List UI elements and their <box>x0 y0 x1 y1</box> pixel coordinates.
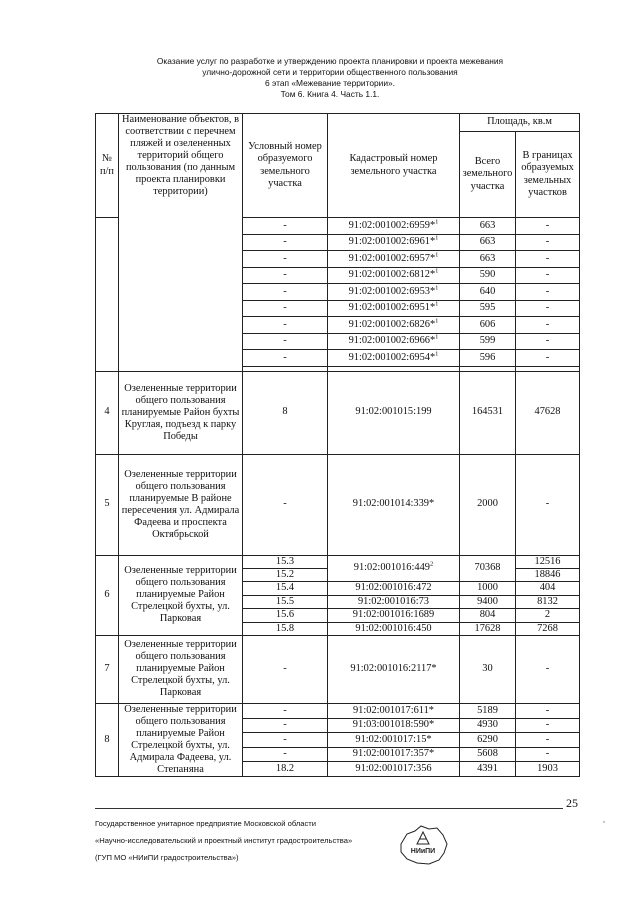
row-8-cond: - <box>243 703 328 718</box>
total-cell: 596 <box>460 350 516 367</box>
row-5-within: - <box>516 454 580 555</box>
row-7-name: Озелененные территории общего пользования планируемые Район Стрелецкой бухты, ул. Парковая <box>119 635 243 703</box>
row-7-cadastral: 91:02:001016:2117* <box>328 635 460 703</box>
cadastral-cell: 91:02:001002:6812*$^1$ <box>328 267 460 284</box>
row-6-within: 7268 <box>516 622 580 635</box>
within-cell: - <box>516 317 580 334</box>
header-cadastral-number: Кадастровый номер земельного участка <box>328 114 460 218</box>
row-6-cond: 15.2 <box>243 568 328 581</box>
page-number: 25 <box>566 796 578 810</box>
row-6-cond: 15.6 <box>243 609 328 622</box>
institute-logo-icon <box>395 822 451 868</box>
within-cell: - <box>516 267 580 284</box>
within-cell: - <box>516 218 580 235</box>
header-line-3: 6 этап «Межевание территории». <box>265 78 395 88</box>
footer-divider <box>95 808 563 809</box>
cadastral-cell: 91:02:001002:6953*$^1$ <box>328 284 460 301</box>
scan-mark: , <box>603 815 605 824</box>
cond-cell: - <box>243 284 328 301</box>
row-8-total: 4930 <box>460 718 516 733</box>
row-8-cond: 18.2 <box>243 762 328 777</box>
row-6-total: 17628 <box>460 622 516 635</box>
row-8-within: - <box>516 703 580 718</box>
header-line-1: Оказание услуг по разработке и утверждению проекта планировки и проекта межевания <box>156 56 504 66</box>
row-6-total: 9400 <box>460 595 516 608</box>
row-8-cadastral: 91:02:001017:611* <box>328 703 460 718</box>
footer-line-1: Государственное унитарное предприятие Московской области <box>95 819 317 828</box>
within-cell: - <box>516 350 580 367</box>
cadastral-cell: 91:02:001002:6959*$^1$ <box>328 218 460 235</box>
row-6-within: 8132 <box>516 595 580 608</box>
land-plots-table <box>95 113 580 777</box>
header-line-4: Том 6. Книга 4. Часть 1.1. <box>280 89 380 99</box>
total-cell: 663 <box>460 251 516 268</box>
row-8-total: 4391 <box>460 762 516 777</box>
within-cell: - <box>516 234 580 251</box>
row-6-within: 2 <box>516 609 580 622</box>
cadastral-cell: 91:02:001002:6826*$^1$ <box>328 317 460 334</box>
row-6-num: 6 <box>96 555 119 635</box>
total-cell: 663 <box>460 234 516 251</box>
row-6-total: 804 <box>460 609 516 622</box>
row-8-cadastral: 91:02:001017:15* <box>328 733 460 748</box>
row-4-within: 47628 <box>516 371 580 454</box>
row-8-name: Озелененные территории общего пользования планируемые Район Стрелецкой бухты, ул. Адмирала Фадеева, ул. Степаняна <box>119 703 243 776</box>
cadastral-cell: 91:02:001002:6957*$^1$ <box>328 251 460 268</box>
total-cell: 599 <box>460 333 516 350</box>
row-6-within: 12516 <box>516 555 580 568</box>
header-area-within: В границах образуемых земельных участков <box>516 132 580 218</box>
row-5-total: 2000 <box>460 454 516 555</box>
within-cell: - <box>516 284 580 301</box>
row-6-cadastral: 91:02:001016:450 <box>328 622 460 635</box>
header-area-total: Всего земельного участка <box>460 132 516 218</box>
row-6-cadastral: 91:02:001016:1689 <box>328 609 460 622</box>
row-7-within: - <box>516 635 580 703</box>
row-6-cadastral: 91:02:001016:472 <box>328 582 460 595</box>
row-8-within: - <box>516 718 580 733</box>
logo-text: НИиПИ <box>410 848 436 855</box>
row-8-total: 5608 <box>460 747 516 762</box>
header-name: Наименование объектов, в соответствии с перечнем пляжей и озелененных территорий общего пользования (по данным проекта планировки территории) <box>119 114 243 372</box>
cond-cell: - <box>243 234 328 251</box>
header-line-2: улично-дорожной сети и территории общественного пользования <box>202 67 458 77</box>
row-8-within: - <box>516 747 580 762</box>
cond-cell: - <box>243 251 328 268</box>
row-6-cond: 15.5 <box>243 595 328 608</box>
cond-cell: - <box>243 218 328 235</box>
cond-cell: - <box>243 267 328 284</box>
within-cell: - <box>516 251 580 268</box>
row-8-within: - <box>516 733 580 748</box>
header-num: № п/п <box>96 114 119 218</box>
row-6-cond: 15.3 <box>243 555 328 568</box>
total-cell: 640 <box>460 284 516 301</box>
row-6-cadastral: $91:02:001016:449^2$ <box>328 555 460 582</box>
total-cell: 606 <box>460 317 516 334</box>
row-6-cond: 15.4 <box>243 582 328 595</box>
row-8-cadastral: 91:02:001017:357* <box>328 747 460 762</box>
row-4-cadastral: 91:02:001015:199 <box>328 371 460 454</box>
cadastral-cell: 91:02:001002:6966*$^1$ <box>328 333 460 350</box>
document-header <box>95 56 565 100</box>
total-cell: 595 <box>460 300 516 317</box>
row-4-cond: 8 <box>243 371 328 454</box>
row-4-name: Озелененные территории общего пользования планируемые Район бухты Круглая, подъезд к парку Победы <box>119 371 243 454</box>
total-cell: 663 <box>460 218 516 235</box>
row-8-total: 6290 <box>460 733 516 748</box>
row-7-cond: - <box>243 635 328 703</box>
row-4-num: 4 <box>96 371 119 454</box>
row-8-total: 5189 <box>460 703 516 718</box>
row-5-num: 5 <box>96 454 119 555</box>
num-cell-continued <box>96 218 119 372</box>
header-cond-number: Условный номер образуемого земельного участка <box>243 114 328 218</box>
row-7-num: 7 <box>96 635 119 703</box>
row-8-cadastral: 91:02:001017:356 <box>328 762 460 777</box>
row-6-cadastral: 91:02:001016:73 <box>328 595 460 608</box>
row-6-total: 70368 <box>460 555 516 582</box>
row-8-cond: - <box>243 733 328 748</box>
cadastral-cell: 91:02:001002:6961*$^1$ <box>328 234 460 251</box>
row-6-within: 18846 <box>516 568 580 581</box>
row-7-total: 30 <box>460 635 516 703</box>
row-6-total: 1000 <box>460 582 516 595</box>
within-cell: - <box>516 300 580 317</box>
row-8-cadastral: 91:03:001018:590* <box>328 718 460 733</box>
footer-line-2: «Научно-исследовательский и проектный институт градостроительства» <box>95 836 353 845</box>
document-footer <box>95 815 352 866</box>
row-6-cond: 15.8 <box>243 622 328 635</box>
row-6-name: Озелененные территории общего пользования планируемые Район Стрелецкой бухты, ул. Парковая <box>119 555 243 635</box>
cond-cell: - <box>243 350 328 367</box>
row-5-cadastral: 91:02:001014:339* <box>328 454 460 555</box>
footer-line-3: (ГУП МО «НИиПИ градостроительства») <box>95 853 239 862</box>
row-5-cond: - <box>243 454 328 555</box>
cond-cell: - <box>243 333 328 350</box>
row-8-num: 8 <box>96 703 119 776</box>
cond-cell: - <box>243 300 328 317</box>
row-6-within: 404 <box>516 582 580 595</box>
within-cell: - <box>516 333 580 350</box>
total-cell: 590 <box>460 267 516 284</box>
row-4-total: 164531 <box>460 371 516 454</box>
row-8-cond: - <box>243 747 328 762</box>
header-area: Площадь, кв.м <box>460 114 580 132</box>
row-8-cond: - <box>243 718 328 733</box>
cadastral-cell: 91:02:001002:6954*$^1$ <box>328 350 460 367</box>
cadastral-cell: 91:02:001002:6951*$^1$ <box>328 300 460 317</box>
row-5-name: Озелененные территории общего пользования планируемые В районе пересечения ул. Адмирала Фадеева и проспекта Октябрьской <box>119 454 243 555</box>
cond-cell: - <box>243 317 328 334</box>
row-8-within: 1903 <box>516 762 580 777</box>
